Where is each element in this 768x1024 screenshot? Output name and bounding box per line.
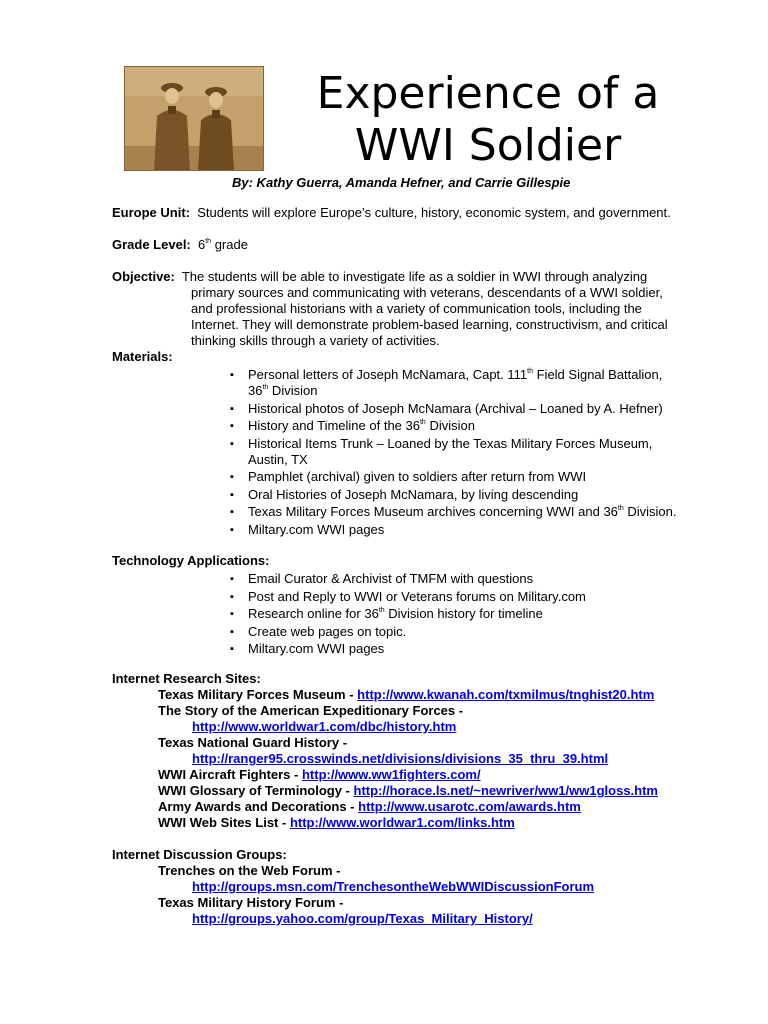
list-item: ▪ Pamphlet (archival) given to soldiers after return from WWI [230,469,720,485]
site-link[interactable]: http://www.usarotc.com/awards.htm [358,799,581,814]
grade-text: grade [214,237,248,252]
objective [112,269,712,349]
site-name: The Story of the American Expeditionary Forces - [158,703,464,718]
title-line-1: Experience of a [316,68,660,119]
group-link[interactable]: http://groups.msn.com/TrenchesontheWebWWIDiscussionForum [192,879,595,894]
page-title [278,68,698,172]
list-item: ▪ Oral Histories of Joseph McNamara, by living descending [230,487,720,503]
europe-unit-label: Europe Unit: [112,205,190,220]
technology-label: Technology Applications: [112,553,270,568]
objective-line-3: and professional historians with a variety of communication tools, including the [191,301,642,316]
site-name: WWI Web Sites List - [158,815,290,830]
research-sites-label: Internet Research Sites: [112,671,261,686]
grade-level [112,237,248,253]
site-link[interactable]: http://www.worldwar1.com/links.htm [289,815,515,830]
list-item: ▪ Create web pages on topic. [230,624,720,640]
group-link[interactable]: http://groups.yahoo.com/group/Texas_Military_History/ [192,911,533,926]
materials-list [230,367,720,539]
site-link[interactable]: http://horace.ls.net/~newriver/ww1/ww1gloss.htm [353,783,658,798]
authors: By: Kathy Guerra, Amanda Hefner, and Carrie Gillespie [232,175,571,190]
site-link[interactable]: http://www.worldwar1.com/dbc/history.htm [192,719,457,734]
europe-unit-text: Students will explore Europe’s culture, history, economic system, and government. [197,205,671,220]
list-item: ▪ History and Timeline of the 36th Division [230,418,720,434]
research-sites [112,671,732,831]
group-name: Texas Military History Forum - [158,895,344,910]
grade-sup: th [205,238,212,245]
group-name: Trenches on the Web Forum - [158,863,341,878]
objective-line-2: primary sources and communicating with veterans, descendants of a WWI soldier, [191,285,663,300]
list-item: ▪ Email Curator & Archivist of TMFM with questions [230,571,720,587]
list-item: ▪ Miltary.com WWI pages [230,641,720,657]
discussion-groups-label: Internet Discussion Groups: [112,847,287,862]
site-link[interactable]: http://www.ww1fighters.com/ [301,767,481,782]
technology-list [230,571,720,659]
list-item: ▪ Personal letters of Joseph McNamara, Capt. 111th Field Signal Battalion, 36th Division [230,367,720,399]
site-link[interactable]: http://www.kwanah.com/txmilmus/tnghist20.htm [357,687,655,702]
list-item: ▪ Post and Reply to WWI or Veterans forums on Military.com [230,589,720,605]
site-link[interactable]: http://ranger95.crosswinds.net/divisions/divisions_35_thru_39.html [192,751,609,766]
objective-line-5: thinking skills through a variety of activities. [191,333,440,348]
title-line-2: WWI Soldier [354,120,622,171]
soldiers-photo [124,66,264,171]
grade-number: 6 [198,237,206,252]
objective-line-1: The students will be able to investigate life as a soldier in WWI through analyzing [181,269,648,284]
site-name: WWI Aircraft Fighters - [158,767,302,782]
list-item: ▪ Texas Military Forces Museum archives concerning WWI and 36th Division. [230,504,720,520]
list-item: ▪ Historical Items Trunk – Loaned by the Texas Military Forces Museum, Austin, TX [230,436,720,468]
site-name: Texas National Guard History - [158,735,348,750]
discussion-groups [112,847,732,927]
site-name: Army Awards and Decorations - [158,799,359,814]
list-item: ▪ Miltary.com WWI pages [230,522,720,538]
site-name: WWI Glossary of Terminology - [158,783,354,798]
grade-level-label: Grade Level: [112,237,191,252]
site-name: Texas Military Forces Museum - [158,687,358,702]
objective-line-4: Internet. They will demonstrate problem-based learning, constructivism, and critical [191,317,668,332]
europe-unit [112,205,671,221]
materials-label: Materials: [112,349,173,364]
list-item: ▪ Historical photos of Joseph McNamara (Archival – Loaned by A. Hefner) [230,401,720,417]
list-item: ▪ Research online for 36th Division history for timeline [230,606,720,622]
objective-label: Objective: [112,269,175,284]
